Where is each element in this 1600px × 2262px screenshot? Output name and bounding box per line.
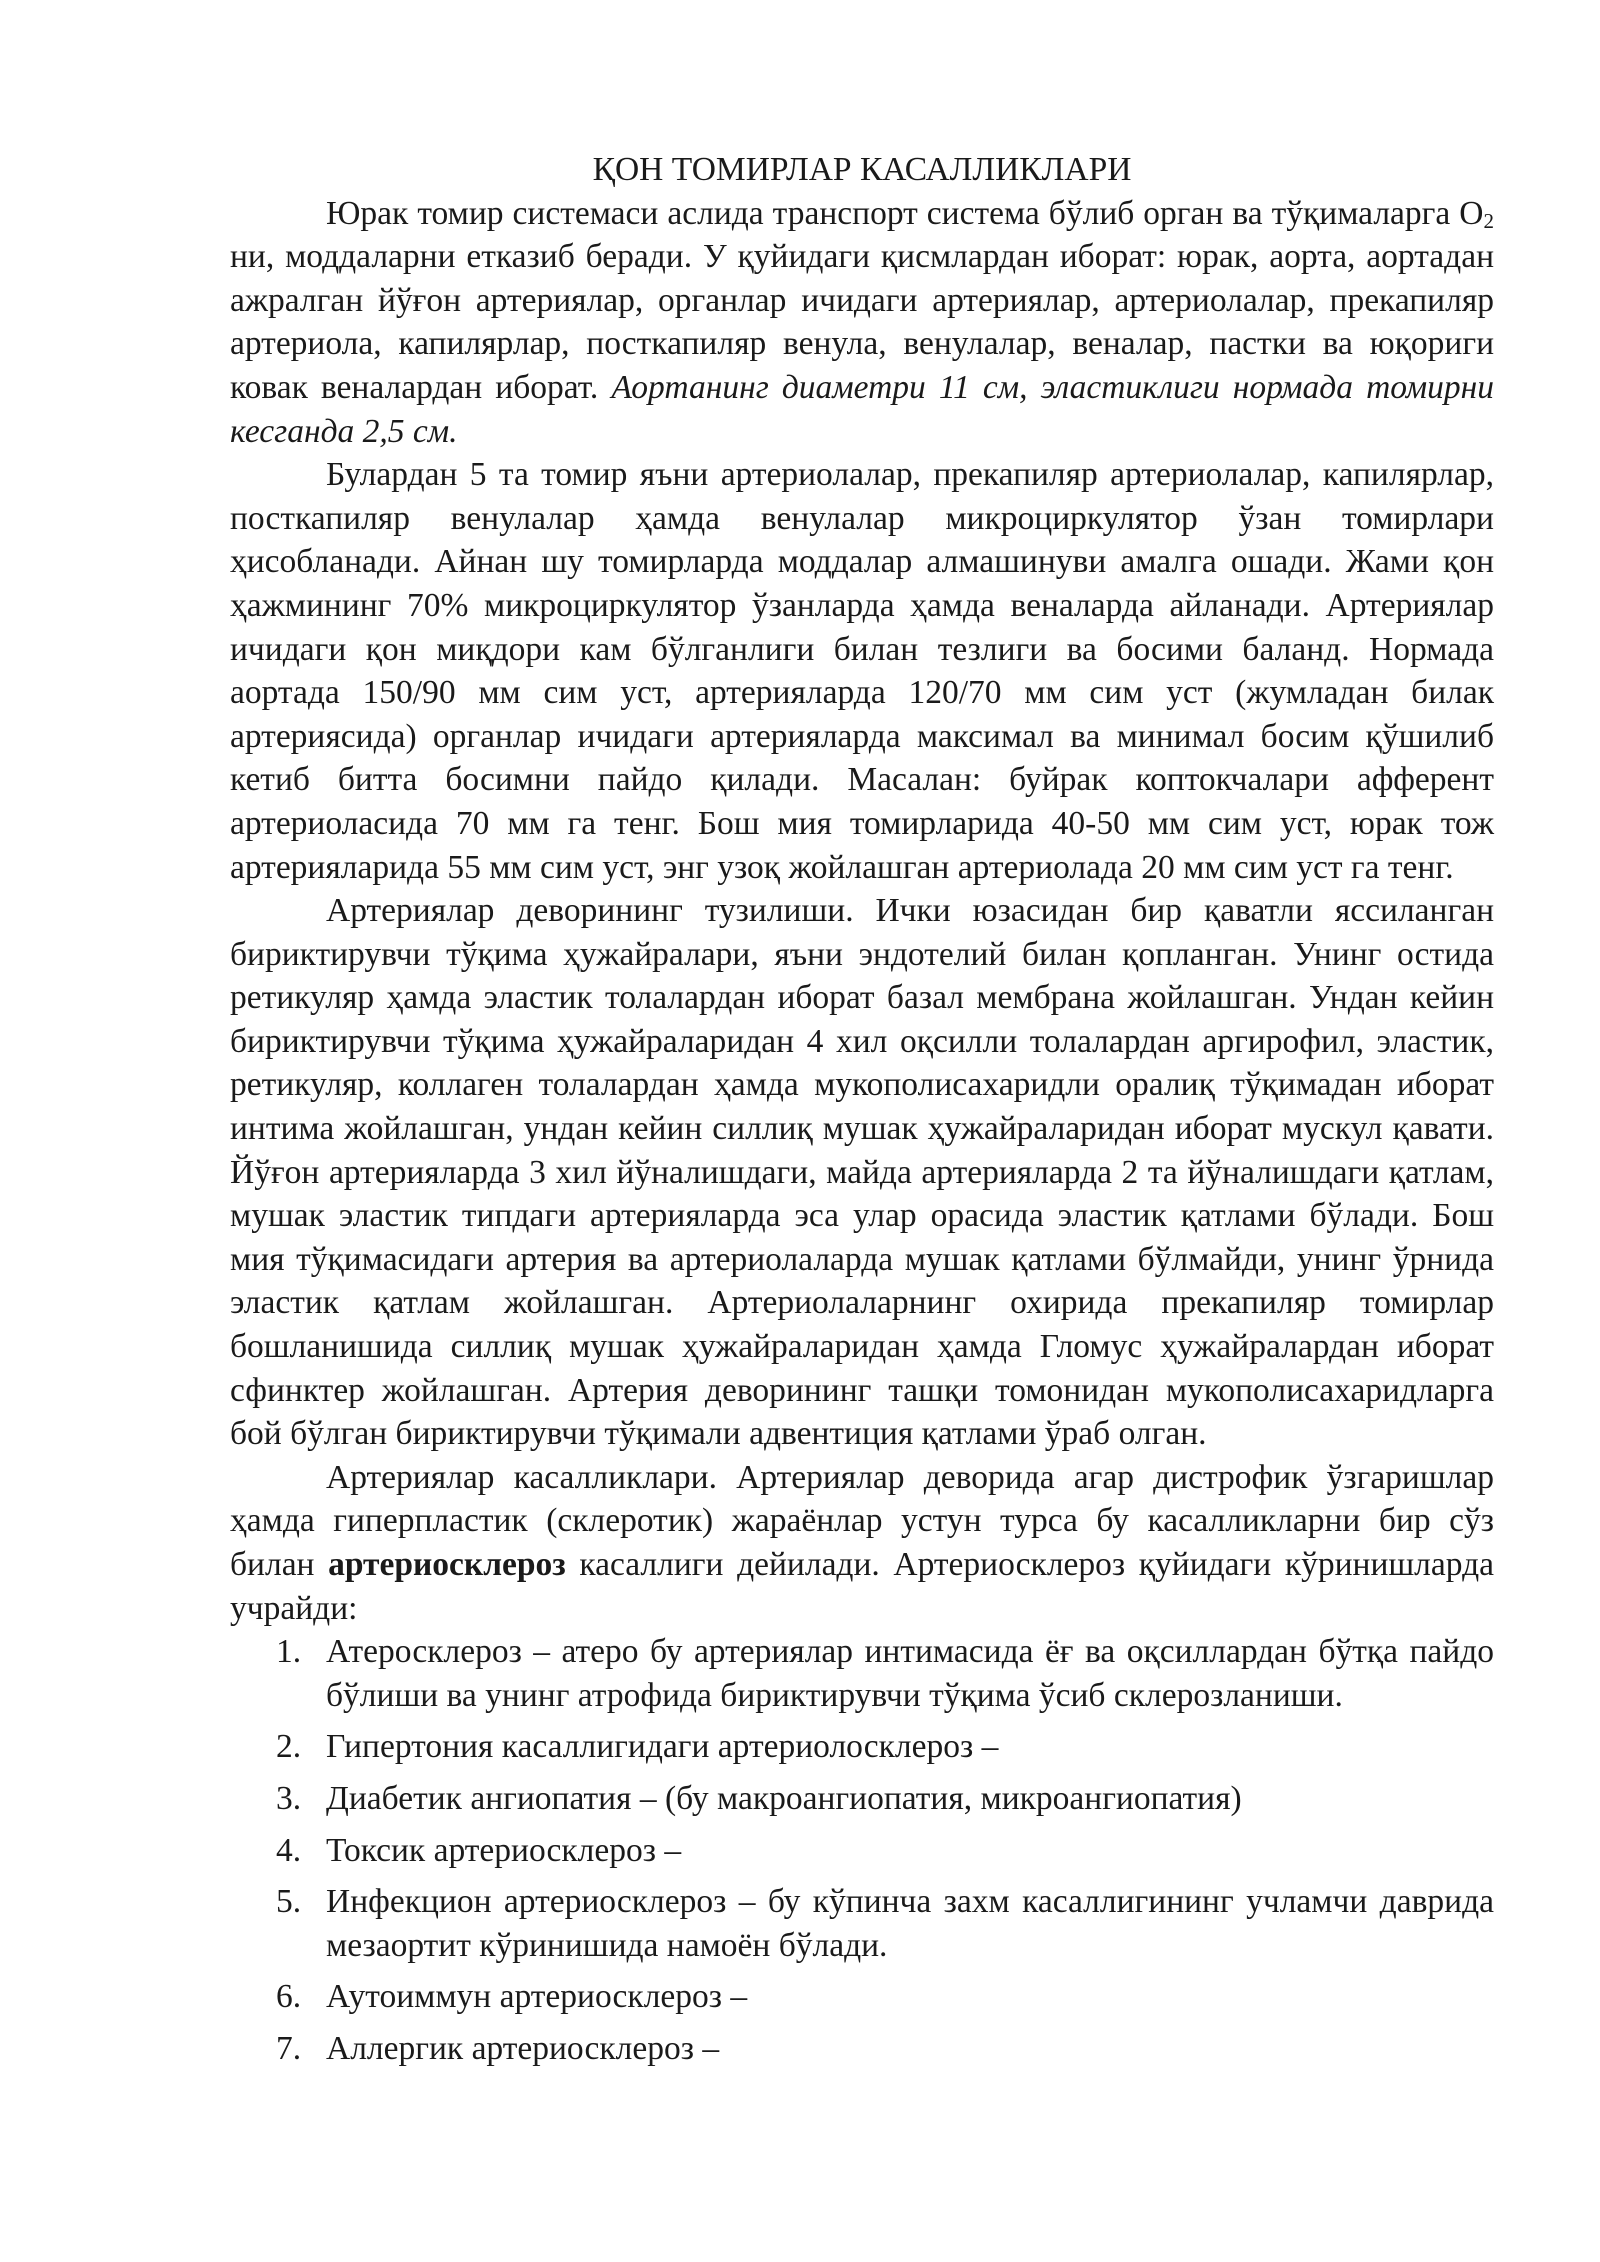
list-item [230,1829,1494,1873]
list-item-number: 6. [276,1978,302,2016]
list-item-text: Токсик артериосклероз – [326,1831,682,1869]
document-title: ҚОН ТОМИРЛАР КАСАЛЛИКЛАРИ [592,151,1132,188]
list-item [230,1975,1494,2019]
list-item [230,1725,1494,1769]
list-item-text: Инфекцион артериосклероз – бу кўпинча захм касаллигининг учламчи даврида мезаортит кўринишида намоён бўлади. [326,1883,1494,1964]
paragraph-intro [230,192,1494,454]
oxygen-subscript: 2 [1483,208,1494,233]
arteriosclerosis-term: артериосклероз [328,1546,566,1583]
intro-text-b: ни, моддаларни етказиб беради. У қуйидаги қисмлардан иборат: юрак, аорта, аортадан ажралган йўғон артериялар, органлар ичидаги артериялар, артериолалар, прекапиляр артериола, капилярлар, посткапиляр венула, венулалар, веналар, пастки ва юқориги ковак веналардан иборат. [230,238,1494,406]
list-item [230,1630,1494,1717]
list-item-text: Атеросклероз – атеро бу артериялар интимасида ёғ ва оқсиллардан бўтқа пайдо бўлиши ва унинг атрофида бириктирувчи тўқима ўсиб склерозланиши. [326,1633,1494,1714]
list-item [230,1777,1494,1821]
paragraph-microcirculation: Булардан 5 та томир яъни артериолалар, прекапиляр артериолалар, капилярлар, посткапиляр венулалар ҳамда венулалар микроциркулятор ўзан томирлари ҳисобланади. Айнан шу томирларда моддалар алмашинуви амалга ошади. Жами қон ҳажмининг 70% микроциркулятор ўзанларда ҳамда веналарда айланади. Артериялар ичидаги қон миқдори кам бўлганлиги билан тезлиги ва босими баланд. Нормада аортада 150/90 мм сим уст, артерияларда 120/70 мм сим уст (жумладан билак артериясида) органлар ичидаги артерияларда максимал ва минимал босим қўшилиб кетиб битта босимни пайдо қилади. Масалан: буйрак коптокчалари афферент артериоласида 70 мм га тенг. Бош мия томирларида 40-50 мм сим уст, юрак тож артерияларида 55 мм сим уст, энг узоқ жойлашган артериолада 20 мм сим уст га тенг. [230,456,1494,886]
arteriosclerosis-types-list [230,1630,1494,2070]
list-item-text: Диабетик ангиопатия – (бу макроангиопатия, микроангиопатия) [326,1779,1242,1817]
list-item [230,1880,1494,1967]
document-page [230,148,1494,2071]
list-item-number: 2. [276,1728,302,1766]
paragraph-artery-diseases [230,1456,1494,1630]
diseases-text-a: Артериялар касалликлари. Артериялар деворида агар дистрофик ўзгаришлар ҳамда гиперпластик (склеротик) жараёнлар устун турса бу касалликларни бир сўз билан [230,1458,1494,1583]
list-item-number: 3. [276,1779,302,1817]
list-item-number: 5. [276,1883,302,1921]
list-item-number: 4. [276,1831,302,1869]
list-item-number: 1. [276,1633,302,1671]
list-item-number: 7. [276,2029,302,2067]
intro-text-a: Юрак томир системаси аслида транспорт система бўлиб орган ва тўқималарга О [326,194,1484,232]
diseases-text-b: касаллиги дейилади. Артериосклероз қуйидаги кўринишларда учрайди: [230,1546,1494,1627]
list-item [230,2027,1494,2071]
intro-italic-note: Аортанинг диаметри 11 см, эластиклиги нормада томирни кесганда 2,5 см. [230,368,1494,450]
list-item-text: Аутоиммун артериосклероз – [326,1978,748,2016]
paragraph-artery-wall-structure: Артериялар деворининг тузилиши. Ички юзасидан бир қаватли яссиланган бириктирувчи тўқима ҳужайралари, яъни эндотелий билан қопланган. Унинг остида ретикуляр ҳамда эластик толалардан иборат базал мембрана жойлашган. Ундан кейин бириктирувчи тўқима ҳужайраларидан 4 хил оқсилли толалардан аргирофил, эластик, ретикуляр, коллаген толалардан ҳамда мукополисахаридли оралиқ тўқимадан иборат интима жойлашган, ундан кейин силлиқ мушак ҳужайраларидан иборат мускул қавати. Йўғон артерияларда 3 хил йўналишдаги, майда артерияларда 2 та йўналишдаги қатлам, мушак эластик типдаги артерияларда эса улар орасида эластик қатлами бўлади. Бош мия тўқимасидаги артерия ва артериолаларда мушак қатлами бўлмайди, унинг ўрнида эластик қатлам жойлашган. Артериолаларнинг охирида прекапиляр томирлар бошланишида силлиқ мушак ҳужайраларидан ҳамда Гломус ҳужайралардан иборат сфинктер жойлашган. Артерия деворининг ташқи томонидан мукополисахаридларга бой бўлган бириктирувчи тўқимали адвентиция қатлами ўраб олган. [230,892,1494,1453]
list-item-text: Гипертония касаллигидаги артериолосклероз – [326,1728,999,1766]
list-item-text: Аллергик артериосклероз – [326,2029,720,2067]
